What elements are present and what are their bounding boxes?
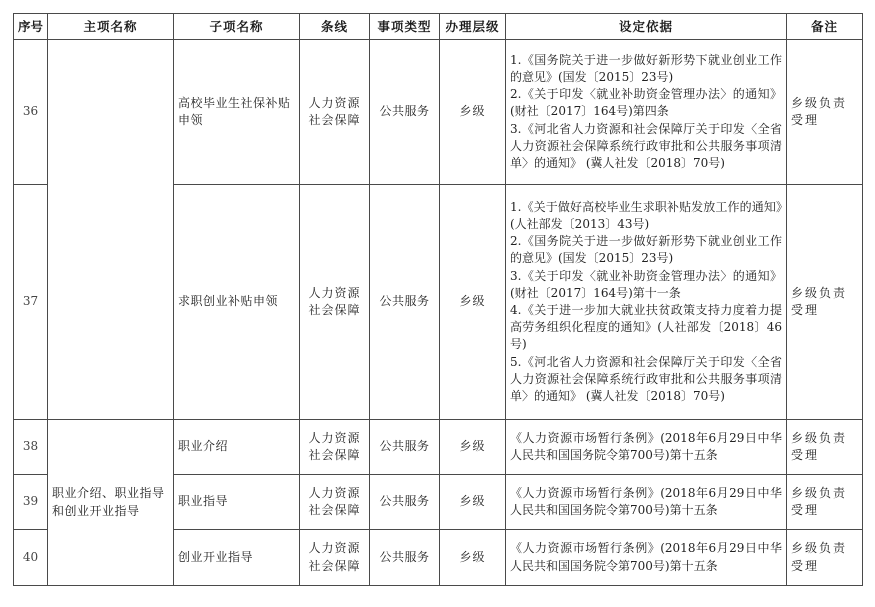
header-main-item: 主项名称 [48, 14, 174, 40]
header-sub-item: 子项名称 [174, 14, 300, 40]
basis-item: 2.《国务院关于进一步做好新形势下就业创业工作的意见》(国发〔2015〕23号) [510, 234, 782, 266]
basis-item: 1.《国务院关于进一步做好新形势下就业创业工作的意见》(国发〔2015〕23号) [510, 52, 782, 84]
header-note: 备注 [787, 14, 863, 40]
main-item-cell [48, 40, 174, 420]
note-cell: 乡级负责受理 [787, 530, 863, 586]
basis-item: 2.《关于印发〈就业补助资金管理办法〉的通知》(财社〔2017〕164号)第四条 [510, 87, 782, 119]
basis-item: 5.《河北省人力资源和社会保障厅关于印发〈全省人力资源社会保障系统行政审批和公共服务事项清单〉的通知》 (冀人社发〔2018〕70号) [510, 354, 782, 404]
row-number: 39 [14, 475, 48, 530]
service-items-table [13, 13, 863, 586]
basis-item: 3.《关于印发〈就业补助资金管理办法〉的通知》(财社〔2017〕164号)第十一条 [510, 268, 782, 300]
basis-item: 4.《关于进一步加大就业扶贫政策支持力度着力提高劳务组织化程度的通知》(人社部发〔2018〕46号) [510, 303, 782, 352]
item-type-cell: 公共服务 [370, 475, 440, 530]
basis-cell [506, 420, 787, 475]
item-type-cell: 公共服务 [370, 40, 440, 185]
line-cell: 人力资源社会保障 [300, 40, 370, 185]
table-row [14, 40, 863, 185]
level-cell: 乡级 [440, 420, 506, 475]
item-type-cell: 公共服务 [370, 185, 440, 420]
table-row [14, 420, 863, 475]
main-item-cell: 职业介绍、职业指导和创业开业指导 [48, 420, 174, 586]
line-cell: 人力资源社会保障 [300, 420, 370, 475]
line-cell: 人力资源社会保障 [300, 185, 370, 420]
sub-item-cell: 高校毕业生社保补贴申领 [174, 40, 300, 185]
row-number: 36 [14, 40, 48, 185]
row-number: 38 [14, 420, 48, 475]
line-cell: 人力资源社会保障 [300, 475, 370, 530]
basis-item: 《人力资源市场暂行条例》(2018年6月29日中华人民共和国国务院令第700号)第十五条 [510, 430, 782, 462]
note-cell: 乡级负责受理 [787, 420, 863, 475]
basis-cell [506, 530, 787, 586]
item-type-cell: 公共服务 [370, 530, 440, 586]
sub-item-cell: 职业指导 [174, 475, 300, 530]
note-cell: 乡级负责受理 [787, 475, 863, 530]
level-cell: 乡级 [440, 475, 506, 530]
item-type-cell: 公共服务 [370, 420, 440, 475]
header-level: 办理层级 [440, 14, 506, 40]
sub-item-cell: 职业介绍 [174, 420, 300, 475]
basis-cell [506, 475, 787, 530]
basis-item: 1.《关于做好高校毕业生求职补贴发放工作的通知》(人社部发〔2013〕43号) [510, 199, 782, 231]
basis-item: 3.《河北省人力资源和社会保障厅关于印发〈全省人力资源社会保障系统行政审批和公共服务事项清单〉的通知》 (冀人社发〔2018〕70号) [510, 121, 782, 170]
header-basis: 设定依据 [506, 14, 787, 40]
level-cell: 乡级 [440, 40, 506, 185]
row-number: 40 [14, 530, 48, 586]
note-cell: 乡级负责受理 [787, 185, 863, 420]
basis-cell [506, 40, 787, 185]
basis-item: 《人力资源市场暂行条例》(2018年6月29日中华人民共和国国务院令第700号)第十五条 [510, 541, 782, 573]
line-cell: 人力资源社会保障 [300, 530, 370, 586]
header-line: 条线 [300, 14, 370, 40]
sub-item-cell: 创业开业指导 [174, 530, 300, 586]
header-row [14, 14, 863, 40]
header-no: 序号 [14, 14, 48, 40]
basis-item: 《人力资源市场暂行条例》(2018年6月29日中华人民共和国国务院令第700号)第十五条 [510, 485, 782, 517]
row-number: 37 [14, 185, 48, 420]
sub-item-cell: 求职创业补贴申领 [174, 185, 300, 420]
note-cell: 乡级负责受理 [787, 40, 863, 185]
basis-cell [506, 185, 787, 420]
header-item-type: 事项类型 [370, 14, 440, 40]
level-cell: 乡级 [440, 185, 506, 420]
level-cell: 乡级 [440, 530, 506, 586]
